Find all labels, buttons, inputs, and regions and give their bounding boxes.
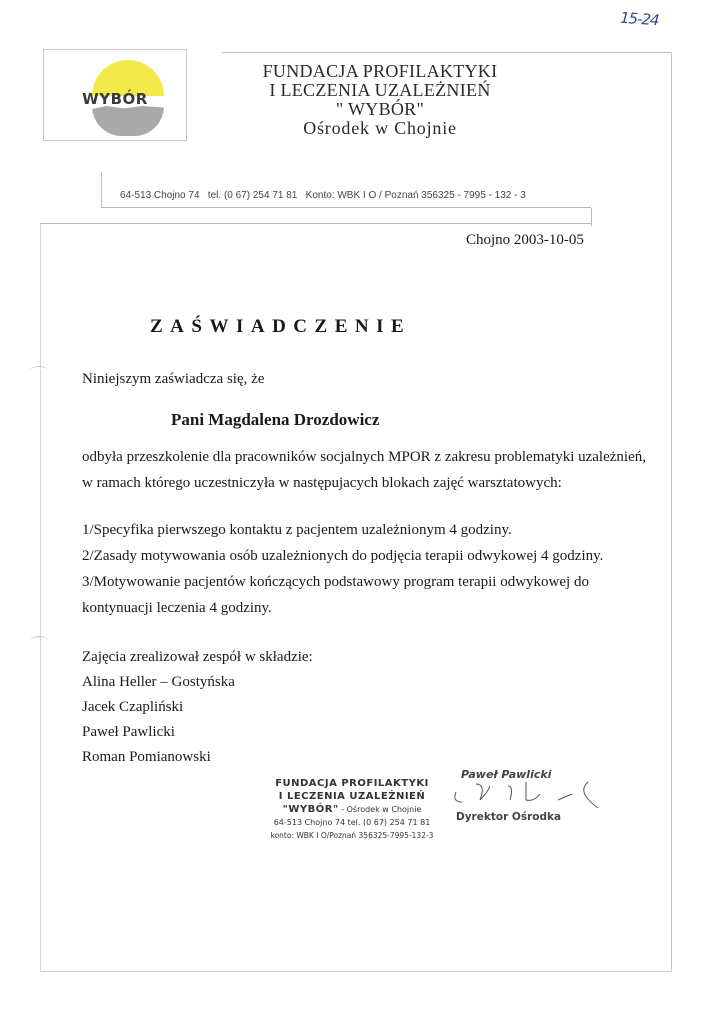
team-member: Paweł Pawlicki bbox=[82, 724, 175, 740]
stamp-line bbox=[262, 803, 442, 816]
contact-band-bottom-line bbox=[101, 207, 591, 208]
team-section bbox=[82, 645, 313, 770]
list-item: kontynuacji leczenia 4 godziny. bbox=[82, 600, 272, 616]
workshop-blocks-list bbox=[82, 517, 672, 621]
org-line-2: I LECZENIA UZALEŻNIEŃ bbox=[269, 80, 491, 100]
paragraph-line: odbyła przeszkolenie dla pracowników socjalnych MPOR z zakresu problematyki uzależnień, bbox=[82, 449, 646, 465]
logo-text: WYBÓR bbox=[82, 90, 148, 108]
punch-hole-mark-top bbox=[30, 366, 48, 375]
organization-name bbox=[200, 62, 560, 138]
stamp-location: - Ośrodek w Chojnie bbox=[338, 805, 422, 814]
document-date: Chojno 2003-10-05 bbox=[466, 232, 584, 248]
frame-line-bottom bbox=[40, 971, 672, 972]
frame-line-right bbox=[671, 52, 672, 972]
stamp-line: I LECZENIA UZALEŻNIEŃ bbox=[278, 791, 426, 802]
signatory-role: Dyrektor Ośrodka bbox=[456, 811, 562, 823]
recipient-name: Pani Magdalena Drozdowicz bbox=[171, 410, 380, 429]
team-member: Jacek Czapliński bbox=[82, 699, 184, 715]
team-member: Alina Heller – Gostyńska bbox=[82, 674, 235, 690]
contact-band-left-line bbox=[101, 172, 102, 207]
stamp-line: FUNDACJA PROFILAKTYKI bbox=[275, 778, 429, 789]
org-line-1: FUNDACJA PROFILAKTYKI bbox=[262, 61, 498, 81]
list-item: 3/Motywowanie pacjentów kończących podstawowy program terapii odwykowej do bbox=[82, 574, 589, 590]
stamp-name: "WYBÓR" bbox=[282, 804, 339, 815]
stamp-line: konto: WBK I O/Poznań 356325-7995-132-3 bbox=[270, 831, 434, 840]
list-item: 1/Specyfika pierwszego kontaktu z pacjentem uzależnionym 4 godziny. bbox=[82, 522, 512, 538]
team-member: Roman Pomianowski bbox=[82, 749, 211, 765]
stamp-line: 64-513 Chojno 74 tel. (0 67) 254 71 81 bbox=[273, 818, 431, 827]
document-title: ZAŚWIADCZENIE bbox=[150, 316, 412, 337]
frame-line-top bbox=[222, 52, 672, 53]
list-item: 2/Zasady motywowania osób uzależnionych do podjęcia terapii odwykowej 4 godziny. bbox=[82, 548, 604, 564]
body-frame-top-line bbox=[40, 223, 591, 224]
intro-text: Niniejszym zaświadcza się, że bbox=[82, 371, 265, 387]
handwritten-page-note: 15-24 bbox=[619, 8, 660, 30]
training-paragraph bbox=[82, 444, 682, 496]
org-line-3: " WYBÓR" bbox=[335, 99, 425, 119]
frame-line-left bbox=[40, 223, 41, 971]
punch-hole-mark-bottom bbox=[30, 636, 48, 645]
contact-band-right-line bbox=[591, 208, 592, 226]
team-heading: Zajęcia zrealizował zespół w składzie: bbox=[82, 649, 313, 665]
contact-line: 64-513 Chojno 74 tel. (0 67) 254 71 81 Konto: WBK I O / Poznań 356325 - 7995 - 132 - 3 bbox=[120, 190, 526, 201]
org-line-4: Ośrodek w Chojnie bbox=[303, 118, 457, 138]
signatory-name: Paweł Pawlicki bbox=[461, 768, 552, 781]
paragraph-line: w ramach którego uczestniczyła w następujacych blokach zajęć warsztatowych: bbox=[82, 475, 562, 491]
organization-stamp bbox=[262, 777, 442, 842]
